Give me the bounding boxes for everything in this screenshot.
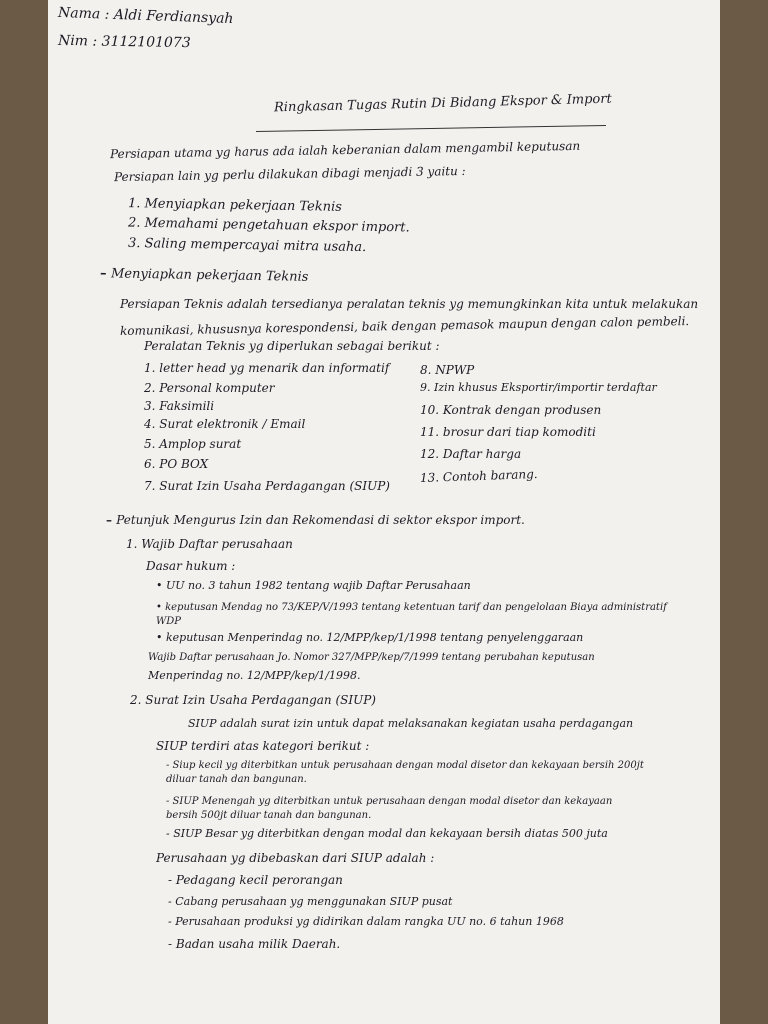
dasar-hukum-line: Menperindag no. 12/MPP/kep/1/1998. [148, 669, 361, 682]
equipment-item: 12. Daftar harga [420, 447, 522, 461]
section2-heading-text: Petunjuk Mengurus Izin dan Rekomendasi di sektor ekspor import. [116, 513, 525, 527]
siup-line: - Pedagang kecil perorangan [168, 873, 343, 887]
equipment-item: 6. PO BOX [144, 457, 209, 471]
section2-heading [106, 512, 525, 528]
siup-line: - Perusahaan produksi yg didirikan dalam rangka UU no. 6 tahun 1968 [168, 915, 564, 928]
equipment-item: 11. brosur dari tiap komoditi [420, 425, 596, 439]
equipment-item: 5. Amplop surat [144, 437, 242, 451]
page-title: Ringkasan Tugas Rutin Di Bidang Ekspor & Import [273, 91, 612, 116]
equipment-item: 4. Surat elektronik / Email [144, 417, 306, 431]
equipment-item: 10. Kontrak dengan produsen [420, 403, 602, 417]
equipment-item: 8. NPWP [420, 363, 475, 377]
dash-marker: – [106, 513, 117, 527]
siup-line: SIUP terdiri atas kategori berikut : [156, 739, 370, 753]
student-id: Nim : 3112101073 [57, 32, 191, 52]
subsection-title: 1. Wajib Daftar perusahaan [126, 537, 293, 551]
equipment-item: 2. Personal komputer [144, 381, 275, 395]
equipment-item: 9. Izin khusus Eksportir/importir terdaftar [420, 381, 657, 394]
section1-para: komunikasi, khususnya korespondensi, baik dengan pemasok maupun dengan calon pembeli. [119, 314, 690, 338]
siup-line: SIUP adalah surat izin untuk dapat melaksanakan kegiatan usaha perdagangan [188, 717, 634, 730]
dash-marker: – [99, 266, 112, 282]
section1-para: Peralatan Teknis yg diperlukan sebagai berikut : [144, 339, 440, 353]
subsection-title: 2. Surat Izin Usaha Perdagangan (SIUP) [130, 693, 376, 707]
intro-list-item: 3. Saling mempercayai mitra usaha. [127, 235, 367, 256]
dasar-hukum-line: • UU no. 3 tahun 1982 tentang wajib Daftar Perusahaan [156, 579, 471, 592]
siup-line: Perusahaan yg dibebaskan dari SIUP adalah : [156, 851, 435, 865]
equipment-item: 1. letter head yg menarik dan informatif [144, 361, 390, 375]
title-underline [256, 125, 606, 132]
equipment-item: 3. Faksimili [144, 399, 215, 413]
siup-line: bersih 500jt diluar tanah dan bangunan. [166, 810, 372, 821]
section1-heading-text: Menyiapkan pekerjaan Teknis [110, 266, 309, 285]
section1-heading [100, 266, 309, 286]
siup-line: - SIUP Menengah yg diterbitkan untuk perusahaan dengan modal disetor dan kekayaan [166, 796, 613, 807]
dasar-hukum-label: Dasar hukum : [146, 559, 236, 573]
equipment-item: 13. Contoh barang. [419, 466, 538, 486]
section1-para: Persiapan Teknis adalah tersedianya peralatan teknis yg memungkinkan kita untuk melakukan [120, 297, 699, 311]
siup-line: - Cabang perusahaan yg menggunakan SIUP pusat [168, 895, 453, 908]
dasar-hukum-line: • keputusan Mendag no 73/KEP/V/1993 tentang ketentuan tarif dan pengelolaan Biaya administratif [156, 602, 667, 613]
equipment-item: 7. Surat Izin Usaha Perdagangan (SIUP) [144, 479, 390, 493]
dasar-hukum-line: • keputusan Menperindag no. 12/MPP/kep/1/1998 tentang penyelenggaraan [156, 631, 584, 644]
siup-line: diluar tanah dan bangunan. [166, 774, 307, 785]
notebook-page [48, 0, 720, 1024]
student-name: Nama : Aldi Ferdiansyah [57, 4, 234, 28]
dasar-hukum-line: Wajib Daftar perusahaan Jo. Nomor 327/MPP/kep/7/1999 tentang perubahan keputusan [148, 652, 595, 663]
intro-list-item: 2. Memahami pengetahuan ekspor import. [127, 215, 410, 236]
siup-line: - Badan usaha milik Daerah. [168, 937, 341, 951]
dasar-hukum-line: WDP [156, 616, 182, 627]
siup-line: - Siup kecil yg diterbitkan untuk perusahaan dengan modal disetor dan kekayaan bersih 200jt [166, 760, 644, 771]
intro-list-item: 1. Menyiapkan pekerjaan Teknis [127, 196, 343, 215]
intro-line: Persiapan utama yg harus ada ialah keberanian dalam mengambil keputusan [109, 138, 581, 162]
siup-line: - SIUP Besar yg diterbitkan dengan modal dan kekayaan bersih diatas 500 juta [166, 827, 608, 840]
intro-line: Persiapan lain yg perlu dilakukan dibagi menjadi 3 yaitu : [113, 163, 466, 185]
